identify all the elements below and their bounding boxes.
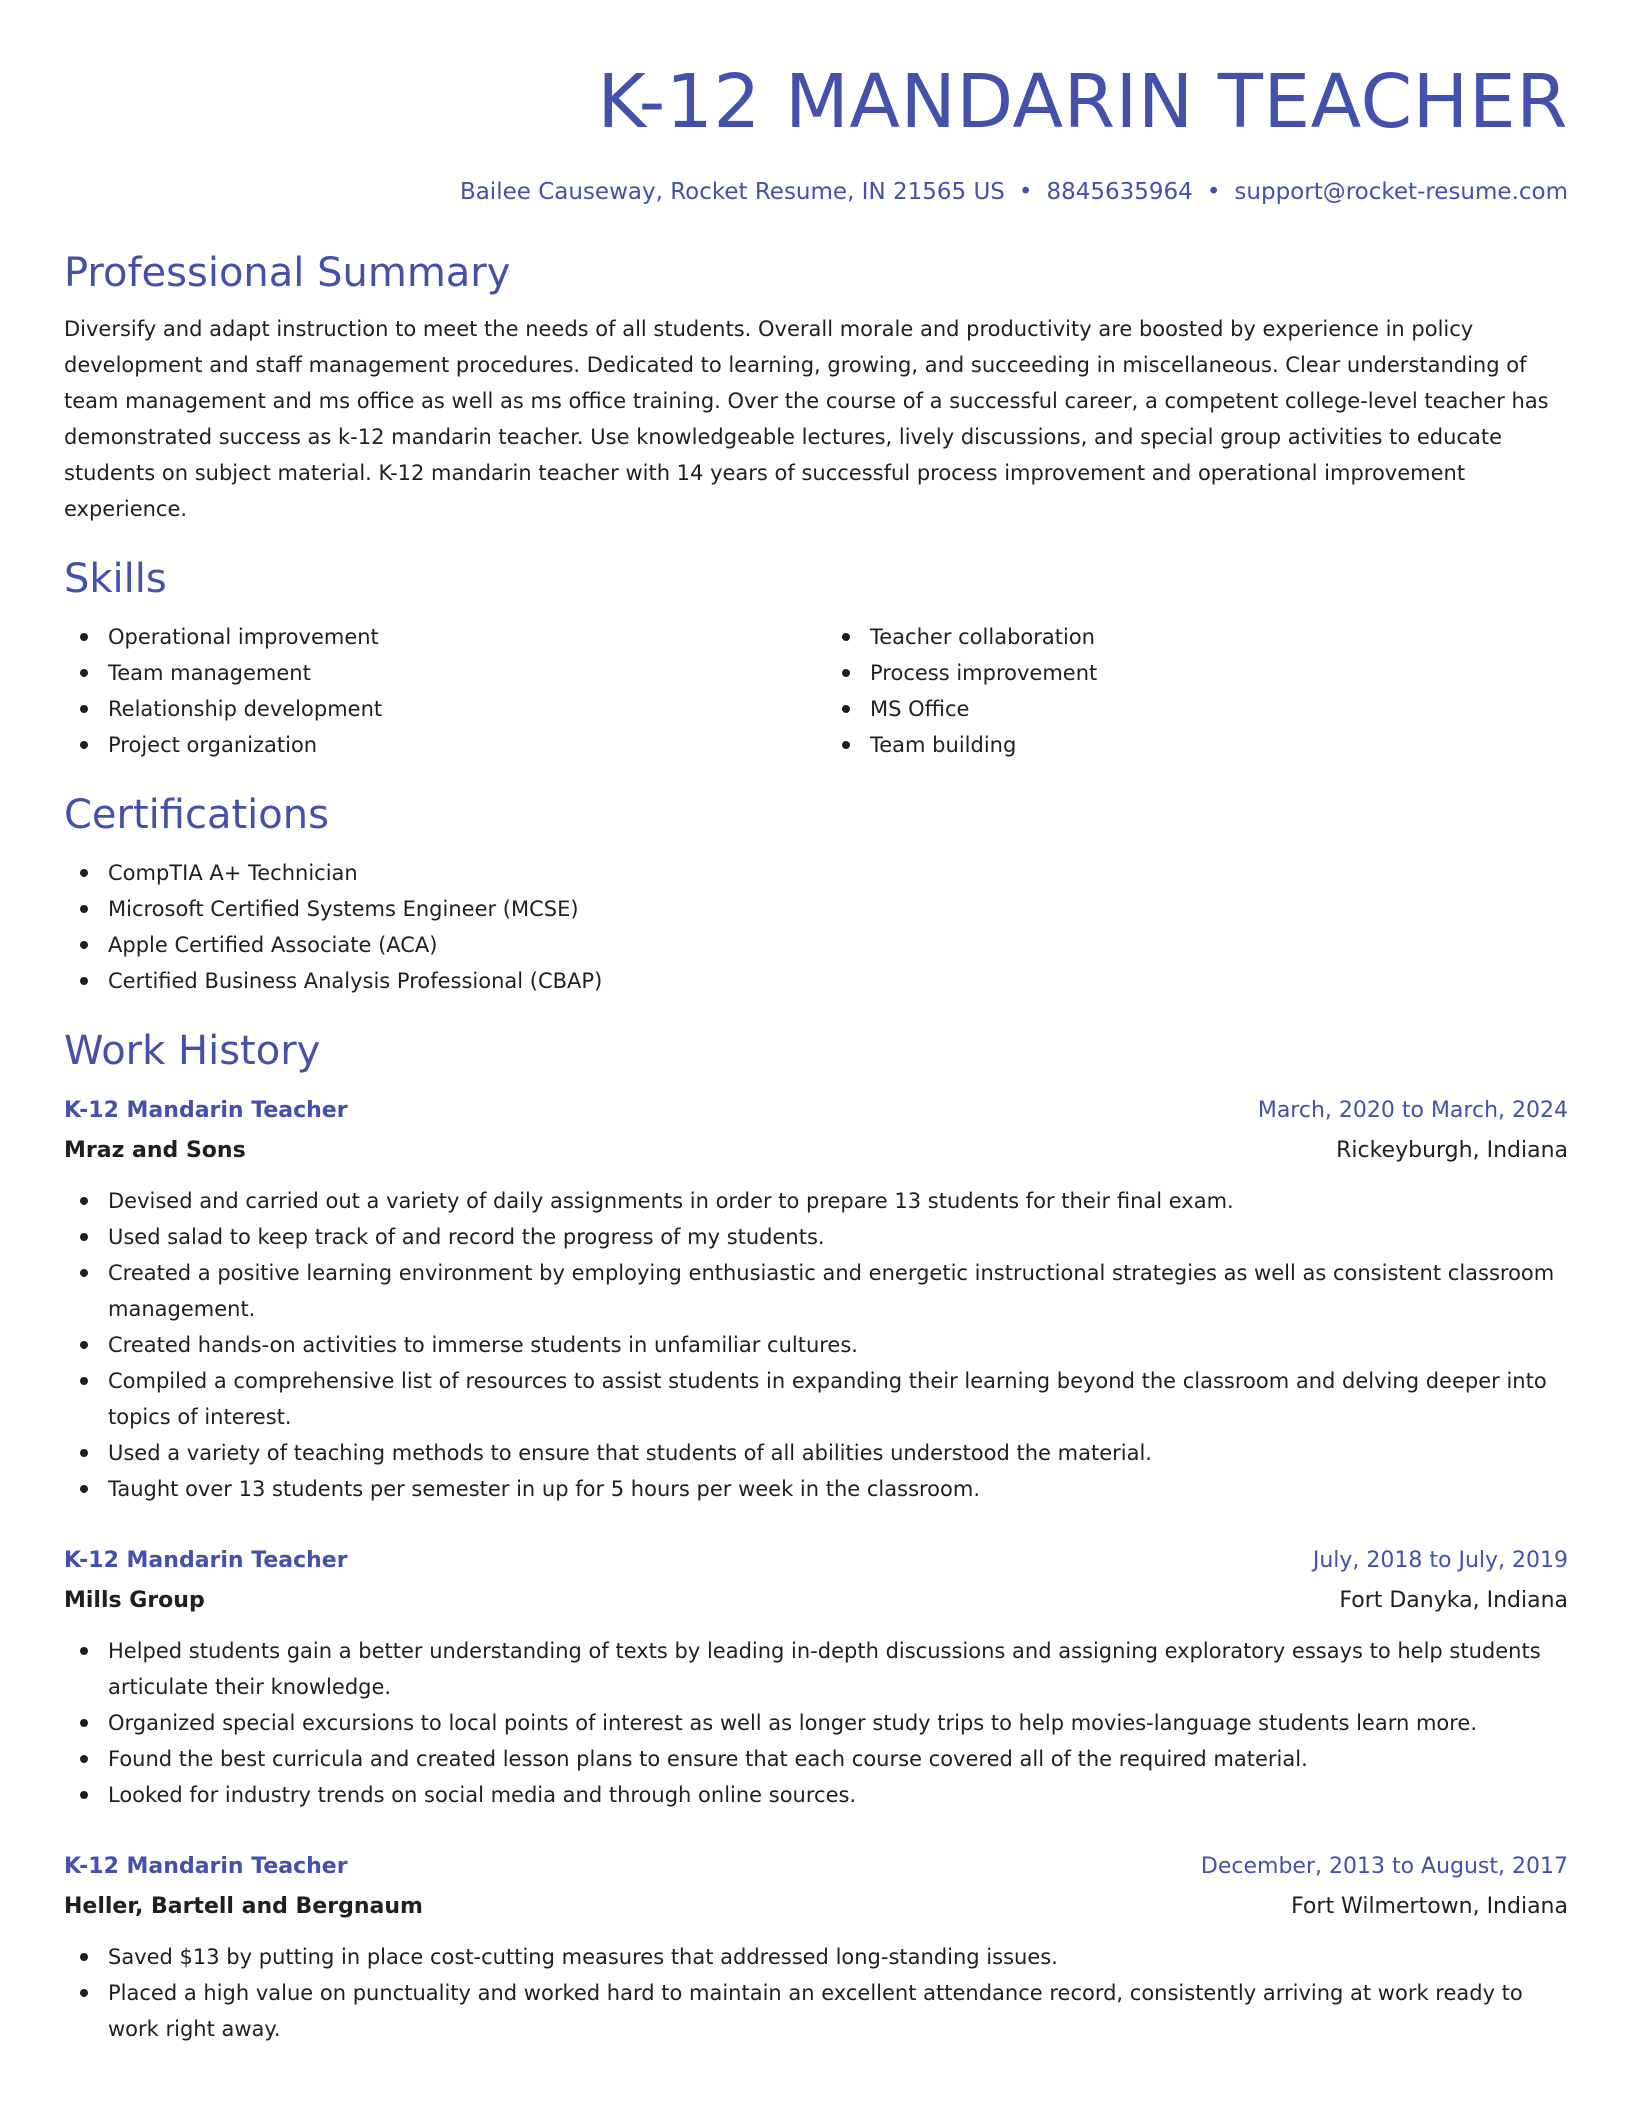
skills-grid bbox=[64, 619, 1568, 763]
job-company: Mills Group bbox=[64, 1588, 205, 1613]
skill-item: MS Office bbox=[826, 691, 1568, 727]
job-header-row bbox=[64, 1541, 1568, 1581]
job-dates: July, 2018 to July, 2019 bbox=[1312, 1548, 1568, 1573]
resume-title: K-12 MANDARIN TEACHER bbox=[597, 59, 1568, 145]
job-duties-list bbox=[64, 1633, 1568, 1813]
job-location: Fort Danyka, Indiana bbox=[1339, 1588, 1568, 1613]
certification-item: CompTIA A+ Technician bbox=[64, 855, 1568, 891]
skills-heading: Skills bbox=[64, 556, 167, 602]
skill-item: Project organization bbox=[64, 727, 806, 763]
job-duty-item: Used salad to keep track of and record the progress of my students. bbox=[64, 1219, 1568, 1255]
job-header-row bbox=[64, 1091, 1568, 1131]
skill-item: Relationship development bbox=[64, 691, 806, 727]
job-duties-list bbox=[64, 1939, 1568, 2047]
job-entry bbox=[64, 1091, 1568, 1507]
job-duty-item: Compiled a comprehensive list of resources to assist students in expanding their learning beyond the classroom and delving deeper into topics of interest. bbox=[64, 1363, 1568, 1435]
skill-item: Process improvement bbox=[826, 655, 1568, 691]
contact-address: Bailee Causeway, Rocket Resume, IN 21565 US bbox=[459, 179, 1005, 205]
summary-heading: Professional Summary bbox=[64, 250, 511, 296]
job-duties-list bbox=[64, 1183, 1568, 1507]
job-dates: December, 2013 to August, 2017 bbox=[1200, 1854, 1568, 1879]
job-duty-item: Saved $13 by putting in place cost-cutting measures that addressed long-standing issues. bbox=[64, 1939, 1568, 1975]
job-title: K-12 Mandarin Teacher bbox=[64, 1098, 348, 1123]
certifications-list bbox=[64, 855, 1568, 999]
job-company-row bbox=[64, 1887, 1568, 1927]
contact-separator: • bbox=[1206, 179, 1221, 205]
job-title: K-12 Mandarin Teacher bbox=[64, 1854, 348, 1879]
skill-item: Operational improvement bbox=[64, 619, 806, 655]
certification-item: Apple Certified Associate (ACA) bbox=[64, 927, 1568, 963]
job-header-row bbox=[64, 1847, 1568, 1887]
job-dates: March, 2020 to March, 2024 bbox=[1257, 1098, 1568, 1123]
skills-list-right bbox=[826, 619, 1568, 763]
job-duty-item: Devised and carried out a variety of daily assignments in order to prepare 13 students for their final exam. bbox=[64, 1183, 1568, 1219]
job-entry bbox=[64, 1847, 1568, 2047]
job-duty-item: Found the best curricula and created lesson plans to ensure that each course covered all of the required material. bbox=[64, 1741, 1568, 1777]
job-duty-item: Looked for industry trends on social media and through online sources. bbox=[64, 1777, 1568, 1813]
skill-item: Team management bbox=[64, 655, 806, 691]
job-location: Fort Wilmertown, Indiana bbox=[1291, 1894, 1568, 1919]
contact-line bbox=[64, 175, 1568, 209]
job-company-row bbox=[64, 1581, 1568, 1621]
contact-separator: • bbox=[1018, 179, 1033, 205]
job-duty-item: Placed a high value on punctuality and worked hard to maintain an excellent attendance record, consistently arriving at work ready to work right away. bbox=[64, 1975, 1568, 2047]
job-duty-item: Helped students gain a better understanding of texts by leading in-depth discussions and assigning exploratory essays to help students articulate their knowledge. bbox=[64, 1633, 1568, 1705]
job-company: Heller, Bartell and Bergnaum bbox=[64, 1894, 423, 1919]
job-entry bbox=[64, 1541, 1568, 1813]
resume-page bbox=[64, 0, 1568, 2112]
contact-phone: 8845635964 bbox=[1046, 179, 1193, 205]
job-duty-item: Taught over 13 students per semester in up for 5 hours per week in the classroom. bbox=[64, 1471, 1568, 1507]
job-title: K-12 Mandarin Teacher bbox=[64, 1548, 348, 1573]
job-company: Mraz and Sons bbox=[64, 1138, 246, 1163]
job-duty-item: Created a positive learning environment by employing enthusiastic and energetic instructional strategies as well as consistent classroom management. bbox=[64, 1255, 1568, 1327]
work-history-heading: Work History bbox=[64, 1028, 321, 1074]
certification-item: Certified Business Analysis Professional (CBAP) bbox=[64, 963, 1568, 999]
job-duty-item: Organized special excursions to local points of interest as well as longer study trips to help movies-language students learn more. bbox=[64, 1705, 1568, 1741]
job-duty-item: Created hands-on activities to immerse students in unfamiliar cultures. bbox=[64, 1327, 1568, 1363]
job-duty-item: Used a variety of teaching methods to ensure that students of all abilities understood the material. bbox=[64, 1435, 1568, 1471]
skill-item: Team building bbox=[826, 727, 1568, 763]
skills-list-left bbox=[64, 619, 806, 763]
contact-email: support@rocket-resume.com bbox=[1234, 179, 1568, 205]
job-location: Rickeyburgh, Indiana bbox=[1336, 1138, 1568, 1163]
job-company-row bbox=[64, 1131, 1568, 1171]
summary-text: Diversify and adapt instruction to meet the needs of all students. Overall morale and productivity are boosted by experience in policy development and staff management procedures. Dedicated to learning, growing, and succeeding in miscellaneous. Clear understanding of team management and ms office as well as ms office training. Over the course of a successful career, a competent college-level teacher has demonstrated success as k-12 mandarin teacher. Use knowledgeable lectures, lively discussions, and special group activities to educate students on subject material. K-12 mandarin teacher with 14 years of successful process improvement and operational improvement experience. bbox=[64, 317, 1549, 521]
skill-item: Teacher collaboration bbox=[826, 619, 1568, 655]
certifications-heading: Certifications bbox=[64, 792, 329, 838]
certification-item: Microsoft Certified Systems Engineer (MCSE) bbox=[64, 891, 1568, 927]
